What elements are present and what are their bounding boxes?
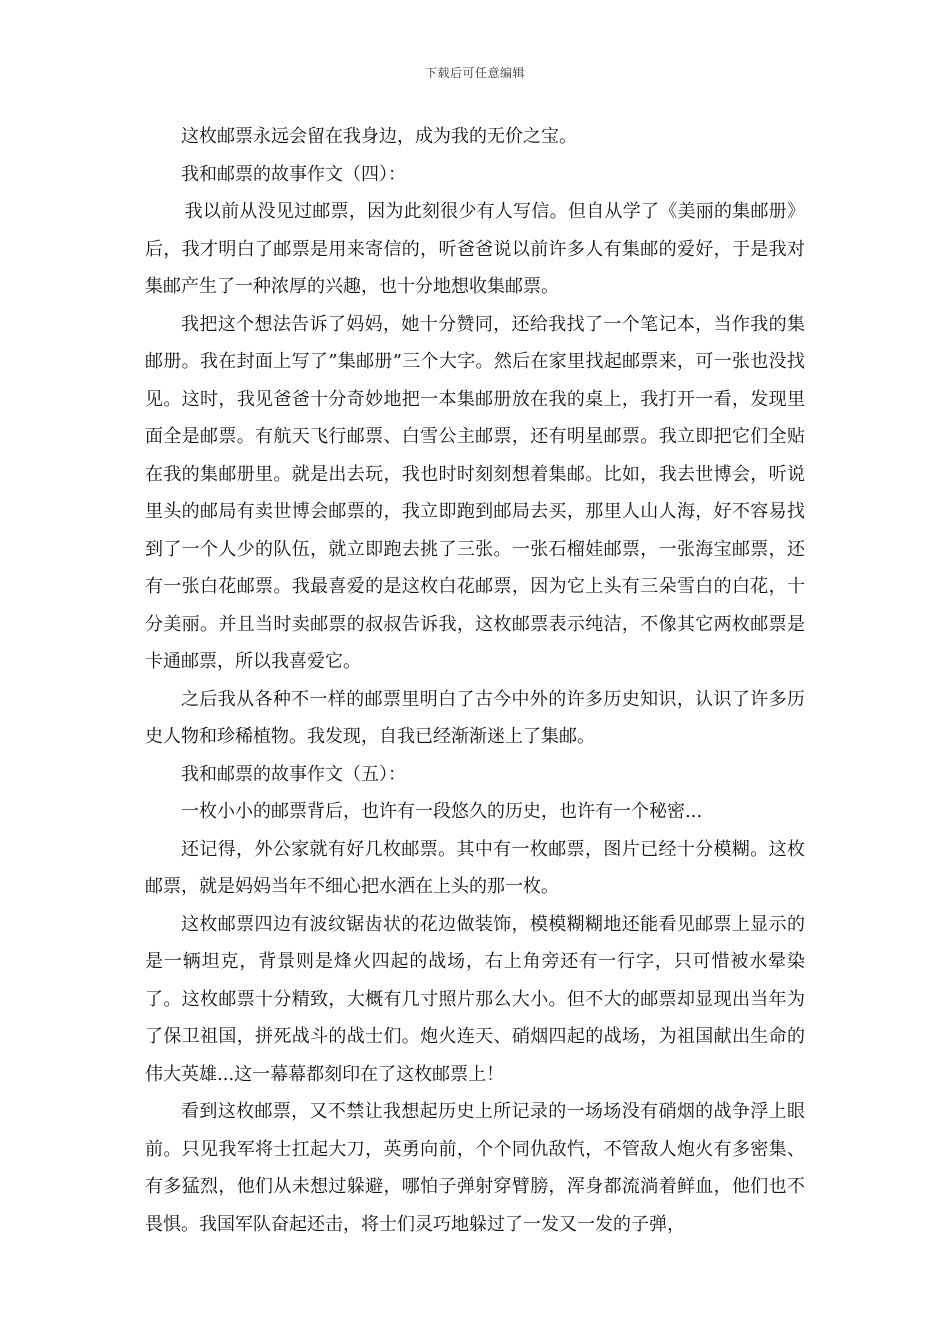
document-body <box>145 118 805 1243</box>
paragraph: 还记得，外公家就有好几枚邮票。其中有一枚邮票，图片已经十分模糊。这枚邮票，就是妈妈当年不细心把水洒在上头的那一枚。 <box>145 838 805 897</box>
section-heading: 我和邮票的故事作文（四）： <box>181 163 406 185</box>
paragraph: 之后我从各种不一样的邮票里明白了古今中外的许多历史知识，认识了许多历史人物和珍稀植物。我发现，自我已经渐渐迷上了集邮。 <box>145 688 805 747</box>
page-header: 下载后可任意编辑 <box>424 66 525 80</box>
paragraph: 一枚小小的邮票背后，也许有一段悠久的历史，也许有一个秘密... <box>181 801 703 822</box>
section-heading: 我和邮票的故事作文（五）： <box>181 763 406 785</box>
paragraph: 我把这个想法告诉了妈妈，她十分赞同，还给我找了一个笔记本，当作我的集邮册。我在封面上写了”集邮册”三个大字。然后在家里找起邮票来，可一张也没找见。这时，我见爸爸十分奇妙地把一本集邮册放在我的桌上，我打开一看，发现里面全是邮票。有航天飞行邮票、白雪公主邮票，还有明星邮票。我立即把它们全贴在我的集邮册里。就是出去玩，我也时时刻刻想着集邮。比如，我去世博会，听说里头的邮局有卖世博会邮票的，我立即跑到邮局去买，那里人山人海，好不容易找到了一个人少的队伍，就立即跑去挑了三张。一张石榴娃邮票，一张海宝邮票，还有一张白花邮票。我最喜爱的是这枚白花邮票，因为它上头有三朵雪白的白花，十分美丽。并且当时卖邮票的叔叔告诉我，这枚邮票表示纯洁，不像其它两枚邮票是卡通邮票，所以我喜爱它。 <box>145 313 805 672</box>
paragraph: 这枚邮票永远会留在我身边，成为我的无价之宝。 <box>181 126 577 147</box>
paragraph: 看到这枚邮票，又不禁让我想起历史上所记录的一场场没有硝烟的战争浮上眼前。只见我军将士扛起大刀，英勇向前，个个同仇敌忾，不管敌人炮火有多密集、有多猛烈，他们从未想过躲避，哪怕子弹射穿臂膀，浑身都流淌着鲜血，他们也不畏惧。我国军队奋起还击，将士们灵巧地躲过了一发又一发的子弹， <box>145 1101 805 1235</box>
paragraph: 这枚邮票四边有波纹锯齿状的花边做装饰，模模糊糊地还能看见邮票上显示的是一辆坦克，背景则是烽火四起的战场，右上角旁还有一行字，只可惜被水晕染了。这枚邮票十分精致，大概有几寸照片那么大小。但不大的邮票却显现出当年为了保卫祖国，拼死战斗的战士们。炮火连天、硝烟四起的战场，为祖国献出生命的伟大英雄...这一幕幕都刻印在了这枚邮票上！ <box>145 913 805 1085</box>
paragraph: 我以前从没见过邮票，因为此刻很少有人写信。但自从学了《美丽的集邮册》后，我才明白了邮票是用来寄信的，听爸爸说以前许多人有集邮的爱好，于是我对集邮产生了一种浓厚的兴趣，也十分地想收集邮票。 <box>145 201 805 297</box>
